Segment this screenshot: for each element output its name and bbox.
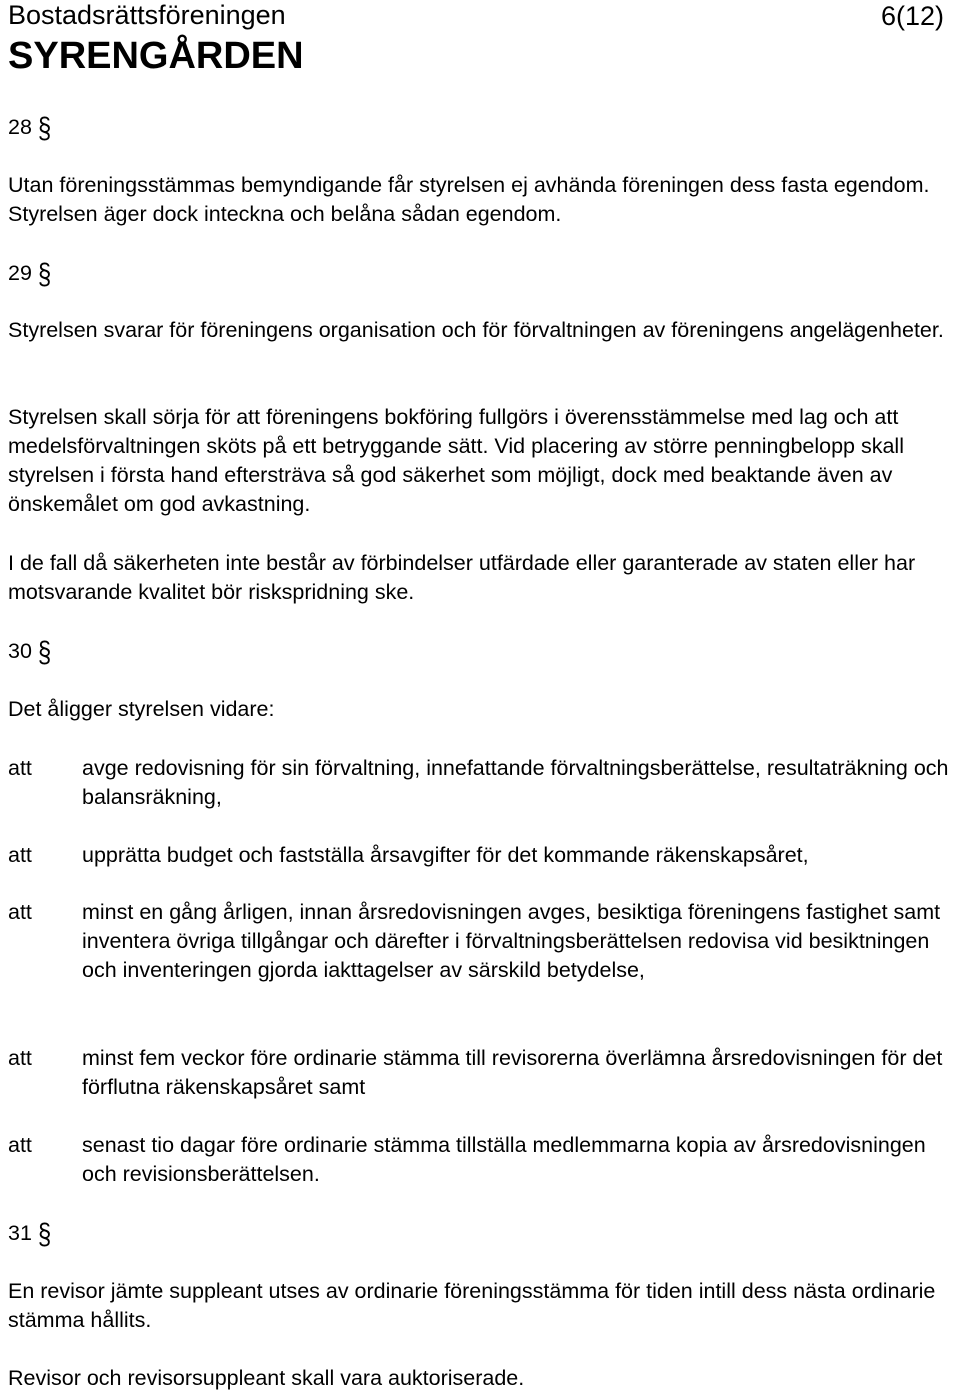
section-heading-29 xyxy=(8,257,52,292)
section-heading-31 xyxy=(8,1217,52,1252)
paragraph: I de fall då säkerheten inte består av förbindelser utfärdade eller garanterade av staten eller har motsvarande kvalitet bör riskspridning ske. xyxy=(8,551,916,604)
list-item-marker: att xyxy=(8,756,32,780)
paragraph: Utan föreningsstämmas bemyndigande får styrelsen ej avhända föreningen dess fasta egendom. Styrelsen äger dock inteckna och belåna sådan egendom. xyxy=(8,173,930,226)
list-item: senast tio dagar före ordinarie stämma tillställa medlemmarna kopia av årsredovisningen och revisionsberättelsen. xyxy=(82,1133,926,1186)
section-sign-icon: § xyxy=(37,635,52,670)
list-item-marker: att xyxy=(8,1133,32,1157)
section-heading-30 xyxy=(8,635,52,670)
list-item-marker: att xyxy=(8,1046,32,1070)
paragraph: Styrelsen svarar för föreningens organisation och för förvaltningen av föreningens angelägenheter. xyxy=(8,318,944,342)
organization-name: Bostadsrättsföreningen xyxy=(8,0,286,30)
list-item: minst fem veckor före ordinarie stämma till revisorerna överlämna årsredovisningen för det förflutna räkenskapsåret samt xyxy=(82,1046,943,1099)
section-number: 30 xyxy=(8,639,32,663)
document-title: SYRENGÅRDEN xyxy=(8,35,304,77)
section-sign-icon: § xyxy=(37,257,52,292)
paragraph: En revisor jämte suppleant utses av ordinarie föreningsstämma för tiden intill dess nästa ordinarie stämma hållits. xyxy=(8,1279,936,1332)
list-item: avge redovisning för sin förvaltning, innefattande förvaltningsberättelse, resultaträkning och balansräkning, xyxy=(82,756,949,809)
list-item: upprätta budget och fastställa årsavgifter för det kommande räkenskapsåret, xyxy=(82,843,809,867)
paragraph: Styrelsen skall sörja för att föreningens bokföring fullgörs i överensstämmelse med lag och att medelsförvaltningen sköts på ett betryggande sätt. Vid placering av större penningbelopp skall styrelsen i första hand eftersträva så god säkerhet som möjligt, dock med beaktande även av önskemålet om god avkastning. xyxy=(8,405,904,516)
list-item-marker: att xyxy=(8,900,32,924)
section-heading-28 xyxy=(8,111,52,146)
document-header xyxy=(8,0,304,77)
list-item-marker: att xyxy=(8,843,32,867)
section-sign-icon: § xyxy=(37,1217,52,1252)
paragraph: Det åligger styrelsen vidare: xyxy=(8,697,275,721)
page-number: 6(12) xyxy=(880,1,944,31)
section-number: 31 xyxy=(8,1221,32,1245)
list-item: minst en gång årligen, innan årsredovisningen avges, besiktiga föreningens fastighet samt inventera övriga tillgångar och därefter i förvaltningsberättelsen redovisa vid besiktningen och inventeringen gjorda iakttagelser av särskild betydelse, xyxy=(82,900,941,982)
paragraph: Revisor och revisorsuppleant skall vara auktoriserade. xyxy=(8,1366,525,1390)
section-number: 29 xyxy=(8,261,32,285)
section-number: 28 xyxy=(8,115,32,139)
section-sign-icon: § xyxy=(37,111,52,146)
